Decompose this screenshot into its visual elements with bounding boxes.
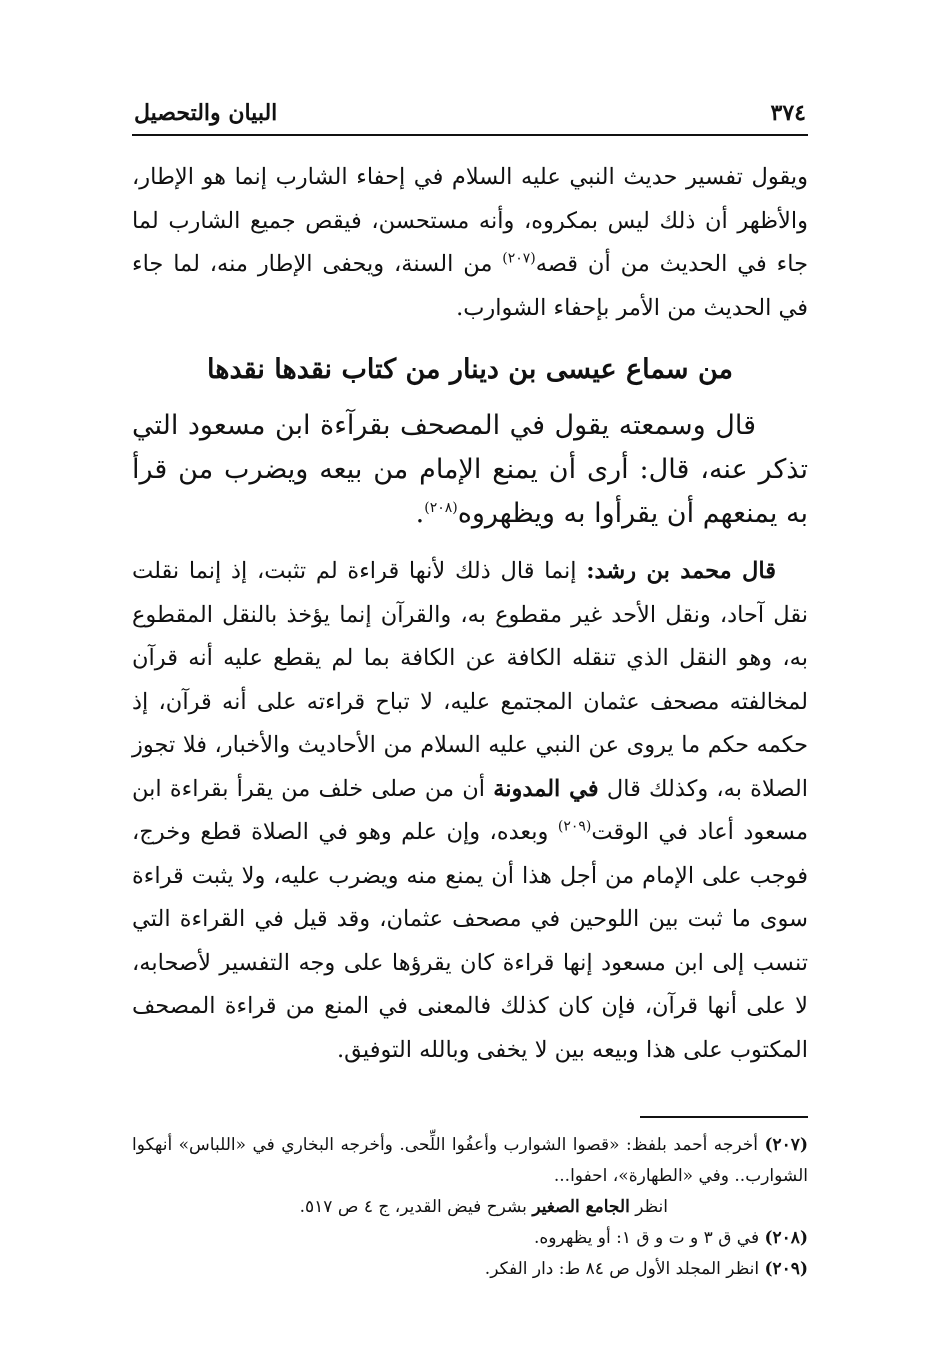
- paragraph-3: [132, 550, 808, 1072]
- footnote-text: انظر المجلد الأول ص ٨٤ ط: دار الفكر.: [484, 1259, 765, 1279]
- paragraph-2: [132, 404, 808, 536]
- footnote-number: (٢٠٩): [764, 1259, 808, 1279]
- paragraph-1: [132, 156, 808, 330]
- footnote-rule: [640, 1116, 808, 1118]
- running-title: البيان والتحصيل: [134, 100, 278, 126]
- footnote-208: [132, 1223, 808, 1254]
- footnote-number: (٢٠٧): [764, 1135, 808, 1155]
- paragraph-3-text-a: إنما قال ذلك لأنها قراءة لم تثبت، إذ إنما نقلت نقل آحاد، ونقل الأحد غير مقطوع به، والقرآن إنما يؤخذ بالنقل المقطوع به، وهو النقل الذي تنقله الكافة عن الكافة بما لم يقطع عليه أنه قرآن لمخالفته مصحف عثمان المجتمع عليه، لا تباح قراءته على أنه قرآن، إذ حكمه حكم ما يروى عن النبي عليه السلام من الأحاديث والأخبار، فلا تجوز الصلاة به، وكذلك قال: [132, 558, 808, 802]
- paragraph-1-text: ويقول تفسير حديث النبي عليه السلام في إحفاء الشارب إنما هو الإطار، والأظهر أن ذلك ليس بمكروه، وأنه مستحسن، فيقص جميع الشارب لما جاء في الحديث من أن قصه: [132, 164, 808, 277]
- paragraph-3-text-b: أن من صلى خلف من يقرأ بقراءة ابن مسعود أعاد في الوقت: [132, 775, 809, 845]
- mudawwana-ref: في المدونة: [493, 775, 599, 802]
- author-lead: قال محمد بن رشد:: [586, 558, 776, 584]
- paragraph-2-tail: .: [415, 498, 425, 529]
- footnote-ref-209: (٢٠٩): [557, 818, 592, 835]
- section-heading: من سماع عيسى بن دينار من كتاب نقدها نقدها: [207, 354, 733, 385]
- footnote-207: [132, 1130, 808, 1192]
- footnote-text: أخرجه أحمد بلفظ: «قصوا الشوارب وأعفُوا اللِّحى. وأخرجه البخاري في «اللباس» أنهكوا الشوارب.. وفي «الطهارة»، احفوا...: [132, 1135, 808, 1186]
- paragraph-2-text: قال وسمعته يقول في المصحف بقرآءة ابن مسعود التي تذكر عنه، قال: أرى أن يمنع الإمام من بيعه ويضرب من قرأ به يمنعهم أن يقرأوا به ويظهروه: [132, 410, 808, 529]
- footnote-text-tail: بشرح فيض القدير، ج ٤ ص ٥١٧.: [299, 1197, 533, 1217]
- paragraph-1-tail: من السنة، ويحفى الإطار منه، لما جاء في الحديث من الأمر بإحفاء الشوارب.: [132, 251, 808, 321]
- footnotes: [132, 1130, 808, 1285]
- header-rule: [132, 134, 808, 136]
- footnote-ref-207: (٢٠٧): [502, 250, 536, 267]
- footnote-207-continued: [132, 1192, 808, 1223]
- footnote-209: [132, 1254, 808, 1285]
- footnote-number: (٢٠٨): [764, 1228, 808, 1248]
- footnote-bold-title: الجامع الصغير: [532, 1197, 630, 1217]
- footnote-text: في ق ٣ و ت و ق ١: أو يظهروه.: [533, 1228, 765, 1248]
- page-number: ٣٧٤: [770, 100, 806, 126]
- footnote-ref-208: (٢٠٨): [424, 500, 458, 516]
- running-head: [132, 100, 808, 134]
- footnote-text: انظر: [629, 1197, 668, 1217]
- paragraph-3-text-c: وبعده، وإن علم وهو في الصلاة قطع وخرج، فوجب على الإمام من أجل هذا أن يمنع منه ويضرب عليه، ولا يثبت قراءة سوى ما ثبت بين اللوحين في مصحف عثمان، وقد قيل في القراءة التي تنسب إلى ابن مسعود إنها قراءة كان يقرؤها على وجه التفسير لأصحابه، لا على أنها قرآن، فإن كان كذلك فالمعنى في المنع من قراءة المصحف المكتوب على هذا وبيعه بين لا يخفى وبالله التوفيق.: [132, 819, 808, 1063]
